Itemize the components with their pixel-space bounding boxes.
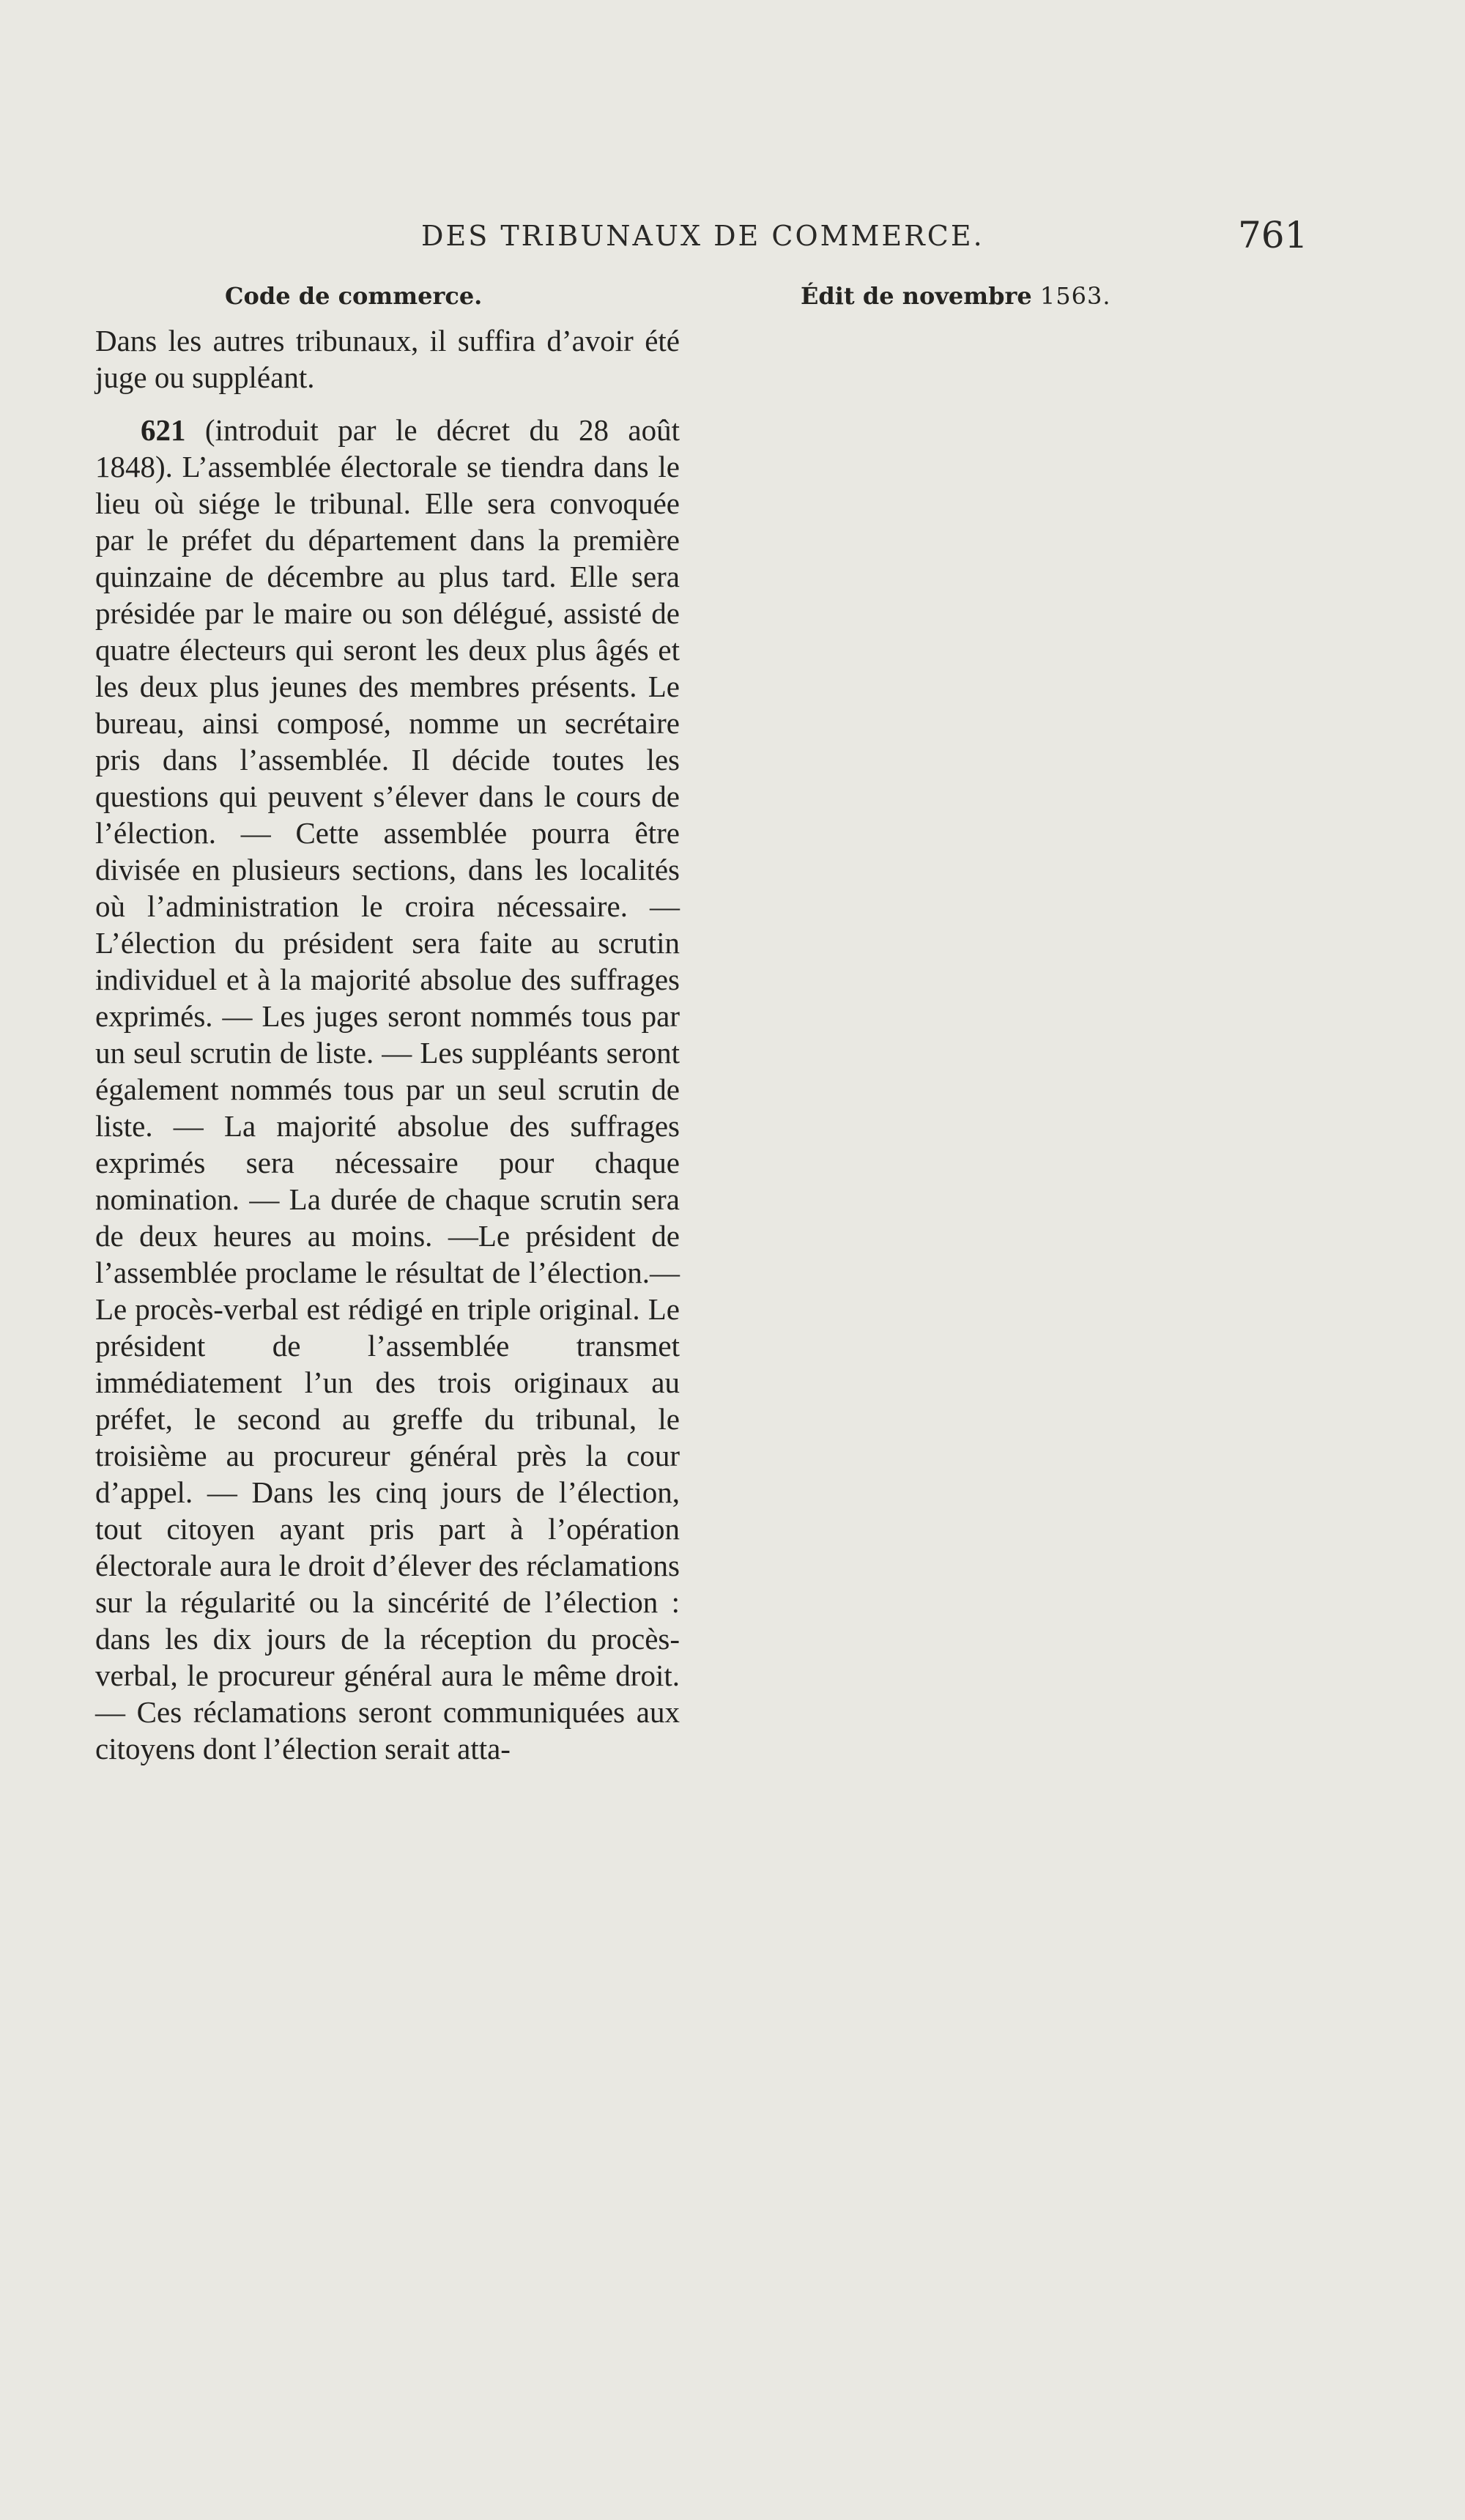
article-number: 621 [141, 413, 186, 447]
left-column-heading: Code de commerce. [225, 282, 483, 310]
page-number: 761 [1238, 214, 1308, 256]
right-column-heading-year: 1563. [1039, 282, 1111, 310]
right-column-heading [801, 282, 1110, 310]
paragraph [95, 322, 680, 396]
paragraph-text: Dans les autres tribunaux, il suffira d’avoir été juge ou suppléant. [95, 324, 680, 394]
right-column-heading-title: Édit de novembre [801, 282, 1032, 310]
running-title: DES TRIBUNAUX DE COMMERCE. [421, 220, 984, 252]
left-column-text [95, 322, 680, 1767]
article-621-paragraph [95, 412, 680, 1767]
paragraph-text: (introduit par le décret du 28 août 1848). L’assemblée électorale se tiendra dans le lieu où siége le tribunal. Elle sera convoquée par le préfet du département dans la première quinzaine de décembre au plus tard. Elle sera présidée par le maire ou son délégué, assisté de quatre électeurs qui seront les deux plus âgés et les deux plus jeunes des membres présents. Le bureau, ainsi composé, nomme un secrétaire pris dans l’assemblée. Il décide toutes les questions qui peuvent s’élever dans le cours de l’élection. — Cette assemblée pourra être divisée en plusieurs sections, dans les localités où l’administration le croira nécessaire. — L’élection du président sera faite au scrutin individuel et à la majorité absolue des suffrages exprimés. — Les juges seront nommés tous par un seul scrutin de liste. — Les suppléants seront également nommés tous par un seul scrutin de liste. — La majorité absolue des suffrages exprimés sera nécessaire pour chaque nomination. — La durée de chaque scrutin sera de deux heures au moins. —Le président de l’assemblée proclame le résultat de l’élection.—Le procès-verbal est rédigé en triple original. Le président de l’assemblée transmet immédiatement l’un des trois originaux au préfet, le second au greffe du tribunal, le troisième au procureur général près la cour d’appel. — Dans les cinq jours de l’élection, tout citoyen ayant pris part à l’opération électorale aura le droit d’élever des réclamations sur la régularité ou la sincérité de l’élection : dans les dix jours de la réception du procès-verbal, le procureur général aura le même droit. — Ces réclamations seront communiquées aux citoyens dont l’élection serait atta- [95, 413, 680, 1765]
